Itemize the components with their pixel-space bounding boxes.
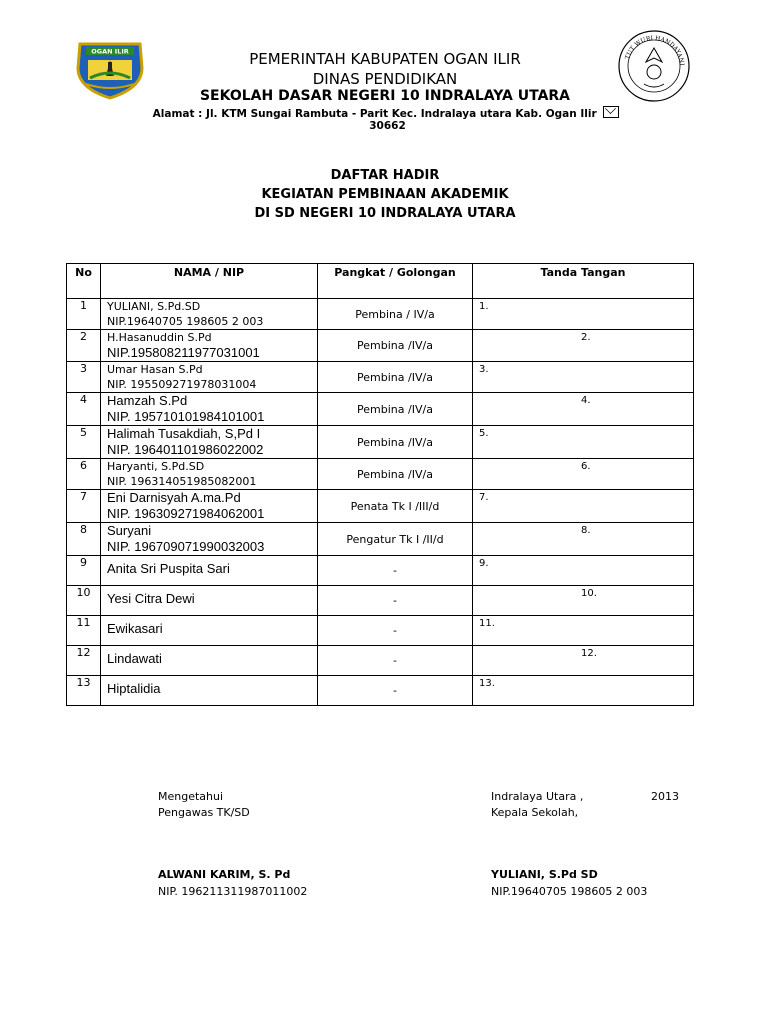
row-number: 4 (67, 393, 101, 426)
name-nip-cell (101, 586, 318, 616)
signature-cell[interactable] (473, 556, 694, 586)
person-name: Hamzah S.Pd (107, 393, 188, 408)
government-name: PEMERINTAH KABUPATEN OGAN ILIR (249, 50, 521, 68)
person-nip: NIP. 196314051985082001 (107, 475, 257, 488)
row-number: 6 (67, 459, 101, 490)
name-nip-cell (101, 676, 318, 706)
table-row (67, 299, 694, 330)
rank-cell: - (318, 556, 473, 586)
supervisor-title: Pengawas TK/SD (158, 806, 250, 819)
place-label: Indralaya Utara , (491, 790, 584, 803)
signature-cell[interactable] (473, 523, 694, 556)
name-nip-cell (101, 362, 318, 393)
table-row (67, 586, 694, 616)
table-row (67, 490, 694, 523)
signature-cell[interactable] (473, 586, 694, 616)
person-nip: NIP. 195509271978031004 (107, 378, 257, 391)
person-name: Anita Sri Puspita Sari (107, 561, 230, 576)
logo-text: OGAN ILIR (91, 47, 129, 56)
signature-number: 8. (581, 525, 591, 536)
school-name: SEKOLAH DASAR NEGERI 10 INDRALAYA UTARA (199, 88, 571, 104)
location-title: DI SD NEGERI 10 INDRALAYA UTARA (254, 206, 516, 221)
person-name: Yesi Citra Dewi (107, 591, 195, 606)
rank-cell: Pembina /IV/a (318, 362, 473, 393)
postal-code: 30662 (369, 120, 406, 132)
signature-number: 7. (479, 492, 489, 503)
rank-cell: Penata Tk I /III/d (318, 490, 473, 523)
signature-cell[interactable] (473, 299, 694, 330)
row-number: 2 (67, 330, 101, 362)
name-nip-cell (101, 523, 318, 556)
row-number: 12 (67, 646, 101, 676)
svg-text:TUT WURI HANDAYANI (624, 35, 685, 66)
ogan-ilir-logo (72, 38, 148, 100)
signature-cell[interactable] (473, 616, 694, 646)
person-nip: NIP.195808211977031001 (107, 345, 260, 360)
person-name: Haryanti, S.Pd.SD (107, 460, 205, 473)
rank-cell: - (318, 586, 473, 616)
table-row (67, 459, 694, 490)
row-number: 10 (67, 586, 101, 616)
signature-number: 6. (581, 461, 591, 472)
signature-number: 11. (479, 618, 495, 629)
name-nip-cell (101, 556, 318, 586)
row-number: 8 (67, 523, 101, 556)
row-number: 7 (67, 490, 101, 523)
name-nip-cell (101, 393, 318, 426)
rank-cell: Pembina /IV/a (318, 330, 473, 362)
school-address (140, 106, 635, 132)
rank-cell: Pengatur Tk I /II/d (318, 523, 473, 556)
person-name: Ewikasari (107, 621, 163, 636)
principal-name: YULIANI, S.Pd SD (491, 868, 598, 881)
activity-title: KEGIATAN PEMBINAAN AKADEMIK (261, 187, 509, 202)
envelope-icon (603, 106, 619, 118)
signature-cell[interactable] (473, 330, 694, 362)
name-nip-cell (101, 646, 318, 676)
person-name: Suryani (107, 523, 152, 538)
person-name: YULIANI, S.Pd.SD (107, 300, 201, 313)
principal-nip: NIP.19640705 198605 2 003 (491, 885, 648, 898)
person-name: Hiptalidia (107, 681, 161, 696)
person-nip: NIP.19640705 198605 2 003 (107, 315, 264, 328)
signature-cell[interactable] (473, 362, 694, 393)
person-nip: NIP. 196709071990032003 (107, 539, 265, 554)
department-name: DINAS PENDIDIKAN (312, 70, 458, 88)
column-header-signature: Tanda Tangan (473, 264, 694, 299)
column-header-no: No (67, 264, 101, 299)
rank-cell: Pembina / IV/a (318, 299, 473, 330)
rank-cell: - (318, 646, 473, 676)
person-nip: NIP. 195710101984101001 (107, 409, 265, 424)
signature-number: 9. (479, 558, 489, 569)
column-header-name: NAMA / NIP (101, 264, 318, 299)
person-name: H.Hasanuddin S.Pd (107, 331, 212, 344)
supervisor-nip: NIP. 196211311987011002 (158, 885, 308, 898)
person-name: Lindawati (107, 651, 162, 666)
row-number: 5 (67, 426, 101, 459)
attendance-table (66, 263, 694, 706)
rank-cell: Pembina /IV/a (318, 459, 473, 490)
rank-cell: - (318, 676, 473, 706)
signature-number: 10. (581, 588, 597, 599)
signature-cell[interactable] (473, 646, 694, 676)
signature-number: 13. (479, 678, 495, 689)
row-number: 11 (67, 616, 101, 646)
rank-cell: Pembina /IV/a (318, 393, 473, 426)
document-title: DAFTAR HADIR (330, 168, 440, 183)
signature-cell[interactable] (473, 676, 694, 706)
signature-cell[interactable] (473, 393, 694, 426)
table-row (67, 646, 694, 676)
name-nip-cell (101, 426, 318, 459)
person-nip: NIP. 196401101986022002 (107, 442, 264, 457)
tut-wuri-handayani-seal (616, 28, 692, 104)
seal-text: TUT WURI HANDAYANI (623, 34, 686, 66)
signature-cell[interactable] (473, 490, 694, 523)
name-nip-cell (101, 490, 318, 523)
person-name: Umar Hasan S.Pd (107, 363, 203, 376)
table-row (67, 676, 694, 706)
address-text: Alamat : Jl. KTM Sungai Rambuta - Parit Kec. Indralaya utara Kab. Ogan Ilir (152, 108, 597, 120)
acknowledge-label: Mengetahui (158, 790, 224, 803)
row-number: 1 (67, 299, 101, 330)
name-nip-cell (101, 459, 318, 490)
person-nip: NIP. 196309271984062001 (107, 506, 265, 521)
signature-number: 3. (479, 364, 489, 375)
column-header-rank: Pangkat / Golongan (318, 264, 473, 299)
name-nip-cell (101, 616, 318, 646)
table-header-row (67, 264, 694, 299)
principal-title: Kepala Sekolah, (491, 806, 579, 819)
signature-cell[interactable] (473, 426, 694, 459)
table-row (67, 330, 694, 362)
table-row (67, 556, 694, 586)
year-label: 2013 (651, 790, 679, 803)
table-row (67, 616, 694, 646)
name-nip-cell (101, 299, 318, 330)
signature-cell[interactable] (473, 459, 694, 490)
supervisor-name: ALWANI KARIM, S. Pd (158, 868, 291, 881)
signature-number: 4. (581, 395, 591, 406)
row-number: 13 (67, 676, 101, 706)
rank-cell: Pembina /IV/a (318, 426, 473, 459)
signature-number: 12. (581, 648, 597, 659)
person-name: Eni Darnisyah A.ma.Pd (107, 490, 241, 505)
name-nip-cell (101, 330, 318, 362)
table-row (67, 523, 694, 556)
signature-number: 2. (581, 332, 591, 343)
signature-number: 5. (479, 428, 489, 439)
person-name: Halimah Tusakdiah, S,Pd I (107, 426, 261, 441)
row-number: 3 (67, 362, 101, 393)
rank-cell: - (318, 616, 473, 646)
table-row (67, 393, 694, 426)
signature-number: 1. (479, 301, 489, 312)
table-row (67, 426, 694, 459)
row-number: 9 (67, 556, 101, 586)
table-row (67, 362, 694, 393)
